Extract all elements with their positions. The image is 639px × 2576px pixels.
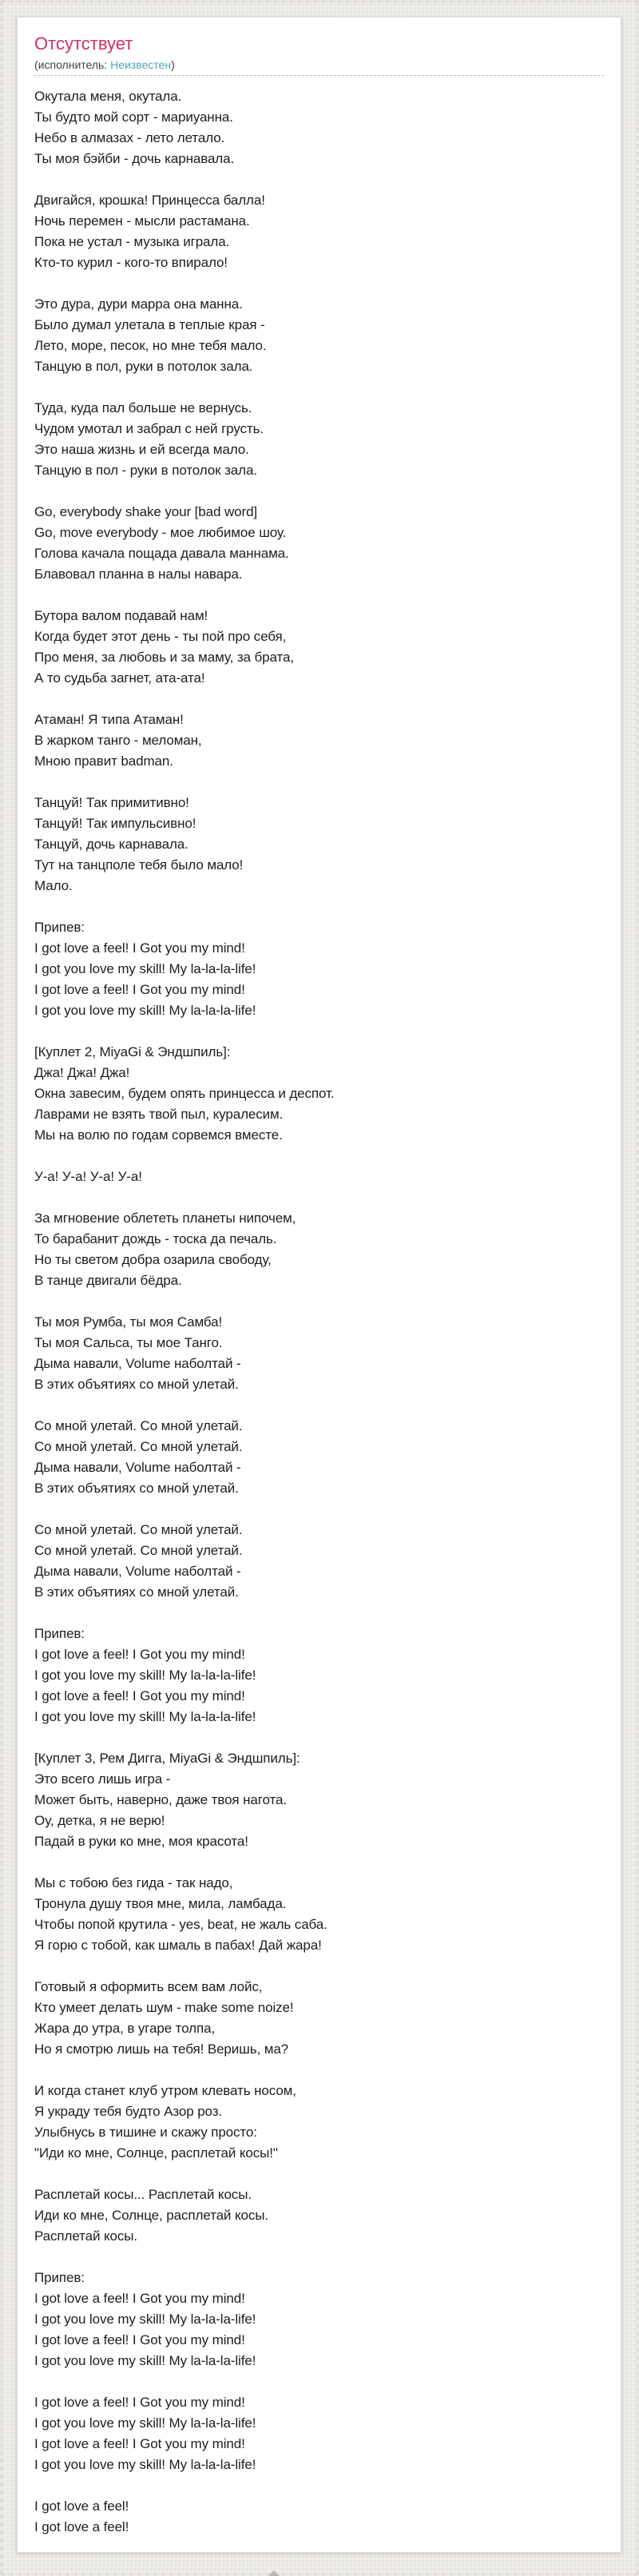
lyric-line: Двигайся, крошка! Принцесса балла! xyxy=(34,193,265,208)
lyric-line: Со мной улетай. Со мной улетай. xyxy=(34,1439,243,1454)
stanza xyxy=(34,1624,604,1727)
lyric-line: Go, move everybody - мое любимое шоу. xyxy=(34,525,287,540)
lyric-line: Падай в руки ко мне, моя красота! xyxy=(34,1834,248,1849)
lyric-line: I got you love my skill! My la-la-la-life! xyxy=(34,961,256,976)
lyric-line: Лето, море, песок, но мне тебя мало. xyxy=(34,338,267,353)
lyric-line: Но я смотрю лишь на тебя! Веришь, ма? xyxy=(34,2041,289,2057)
lyric-line: В этих объятиях со мной улетай. xyxy=(34,1584,239,1600)
tooltip-arrow xyxy=(268,2570,280,2576)
lyric-line: Окна завесим, будем опять принцесса и деспот. xyxy=(34,1086,335,1101)
stanza xyxy=(34,1748,604,1852)
lyric-line: Туда, куда пал больше не вернусь. xyxy=(34,400,252,415)
lyric-line: Мало. xyxy=(34,878,73,893)
stanza xyxy=(34,2392,604,2475)
lyric-line: Танцуй, дочь карнавала. xyxy=(34,837,189,852)
lyric-line: I got you love my skill! My la-la-la-life! xyxy=(34,1668,256,1683)
lyric-line: I got love a feel! xyxy=(34,2498,129,2514)
artist-line xyxy=(34,57,604,76)
stanza xyxy=(34,398,604,481)
lyric-line: Но ты светом добра озарила свободу, xyxy=(34,1252,272,1267)
stanza xyxy=(34,294,604,377)
stanza xyxy=(34,2081,604,2164)
lyric-line: Тут на танцполе тебя было мало! xyxy=(34,857,244,873)
lyric-line: Иди ко мне, Солнце, расплетай косы. xyxy=(34,2208,268,2223)
stanza xyxy=(34,1873,604,1956)
artist-label-prefix: (исполнитель: xyxy=(34,58,111,71)
lyric-line: [Куплет 3, Рем Дигга, MiyaGi & Эндшпиль]: xyxy=(34,1751,300,1766)
stanza xyxy=(34,502,604,585)
lyric-line: Я украду тебя будто Азор роз. xyxy=(34,2104,223,2119)
lyric-line: Я горю с тобой, как шмаль в пабах! Дай жара! xyxy=(34,1938,322,1953)
lyric-line: У-а! У-а! У-а! У-а! xyxy=(34,1169,142,1184)
lyric-line: Припев: xyxy=(34,2270,85,2285)
lyric-line: Дыма навали, Volume наболтай - xyxy=(34,1564,241,1579)
lyric-line: Голова качала пощада давала маннама. xyxy=(34,546,289,561)
lyric-line: А то судьба загнет, ата-ата! xyxy=(34,670,205,686)
lyric-line: I got love a feel! I Got you my mind! xyxy=(34,2332,245,2347)
lyric-line: Жара до утра, в угаре толпа, xyxy=(34,2021,216,2036)
lyric-line: Мы на волю по годам сорвемся вместе. xyxy=(34,1127,283,1143)
lyric-line: I got you love my skill! My la-la-la-life! xyxy=(34,2353,256,2368)
lyric-line: Со мной улетай. Со мной улетай. xyxy=(34,1418,243,1433)
lyric-line: В жарком танго - меломан, xyxy=(34,733,202,748)
lyric-line: Go, everybody shake your [bad word] xyxy=(34,504,258,519)
lyric-line: То барабанит дождь - тоска да печаль. xyxy=(34,1231,277,1246)
lyric-line: I got love a feel! I Got you my mind! xyxy=(34,982,245,997)
stanza xyxy=(34,1312,604,1395)
lyric-line: Окутала меня, окутала. xyxy=(34,89,182,104)
lyric-line: I got love a feel! I Got you my mind! xyxy=(34,1647,245,1662)
lyric-line: I got love a feel! I Got you my mind! xyxy=(34,2291,245,2306)
lyric-line: Со мной улетай. Со мной улетай. xyxy=(34,1522,243,1537)
artist-label-suffix: ) xyxy=(171,58,175,71)
lyric-line: Танцую в пол, руки в потолок зала. xyxy=(34,359,253,374)
lyric-line: Танцуй! Так импульсивно! xyxy=(34,816,196,831)
lyric-line: I got you love my skill! My la-la-la-life! xyxy=(34,2312,256,2327)
lyric-line: I got you love my skill! My la-la-la-life! xyxy=(34,1003,256,1018)
lyric-line: Расплетай косы. xyxy=(34,2228,138,2244)
stanza xyxy=(34,1042,604,1146)
lyric-line: За мгновение облететь планеты нипочем, xyxy=(34,1210,296,1226)
stanza xyxy=(34,710,604,772)
lyric-line: Про меня, за любовь и за маму, за брата, xyxy=(34,650,294,665)
lyric-line: Бутора валом подавай нам! xyxy=(34,608,208,623)
lyrics-card xyxy=(17,17,621,2553)
stanza xyxy=(34,2496,604,2538)
lyric-line: Ты моя бэйби - дочь карнавала. xyxy=(34,151,235,166)
lyric-line: Небо в алмазах - лето летало. xyxy=(34,130,225,145)
lyric-line: I got you love my skill! My la-la-la-life! xyxy=(34,1709,256,1724)
lyric-line: Дыма навали, Volume наболтай - xyxy=(34,1460,241,1475)
lyric-line: Лаврами не взять твой пыл, куралесим. xyxy=(34,1107,284,1122)
lyric-line: В танце двигали бёдра. xyxy=(34,1273,182,1288)
lyric-line: I got love a feel! I Got you my mind! xyxy=(34,2436,245,2451)
song-title: Отсутствует xyxy=(34,34,133,54)
stanza xyxy=(34,1167,604,1187)
lyric-line: Улыбнусь в тишине и скажу просто: xyxy=(34,2125,257,2140)
lyric-line: И когда станет клуб утром клевать носом, xyxy=(34,2083,296,2098)
stanza xyxy=(34,2184,604,2247)
stanza xyxy=(34,917,604,1021)
stanza xyxy=(34,1520,604,1603)
lyric-line: Джа! Джа! Джа! xyxy=(34,1065,130,1080)
lyric-line: Это всего лишь игра - xyxy=(34,1771,171,1787)
lyric-line: I got love a feel! I Got you my mind! xyxy=(34,1688,245,1703)
lyric-line: Ты будто мой сорт - мариуанна. xyxy=(34,109,233,125)
lyric-line: Расплетай косы... Расплетай косы. xyxy=(34,2187,252,2202)
stanza xyxy=(34,1208,604,1291)
lyric-line: В этих объятиях со мной улетай. xyxy=(34,1481,239,1496)
lyric-line: Дыма навали, Volume наболтай - xyxy=(34,1356,241,1371)
lyric-line: Было думал улетала в теплые края - xyxy=(34,317,265,332)
lyric-line: Кто-то курил - кого-то впирало! xyxy=(34,255,228,270)
lyric-line: Припев: xyxy=(34,920,85,935)
lyric-line: I got love a feel! I Got you my mind! xyxy=(34,2395,245,2410)
lyric-line: [Куплет 2, MiyaGi & Эндшпиль]: xyxy=(34,1044,231,1059)
lyric-line: Пока не устал - музыка играла. xyxy=(34,234,230,249)
lyric-line: Атаман! Я типа Атаман! xyxy=(34,712,184,727)
stanza xyxy=(34,86,604,169)
lyric-line: Ты моя Румба, ты моя Самба! xyxy=(34,1314,223,1330)
stanza xyxy=(34,190,604,273)
lyric-line: Танцуй! Так примитивно! xyxy=(34,795,189,810)
lyric-line: I got you love my skill! My la-la-la-life! xyxy=(34,2457,256,2472)
lyric-line: I got you love my skill! My la-la-la-life! xyxy=(34,2415,256,2431)
lyric-line: Тронула душу твоя мне, мила, ламбада. xyxy=(34,1896,287,1911)
lyric-line: Чтобы попой крутила - yes, beat, не жаль саба. xyxy=(34,1917,327,1932)
lyric-line: Оу, детка, я не верю! xyxy=(34,1813,165,1828)
lyric-line: Может быть, наверно, даже твоя нагота. xyxy=(34,1792,287,1807)
lyric-line: Это дура, дури марра она манна. xyxy=(34,296,243,312)
lyric-line: Блавовал планна в налы навара. xyxy=(34,566,243,582)
lyric-line: Кто умеет делать шум - make some noize! xyxy=(34,2000,294,2015)
lyric-line: Ночь перемен - мысли растамана. xyxy=(34,213,250,229)
lyric-line: I got love a feel! xyxy=(34,2519,129,2534)
lyric-line: Чудом умотал и забрал с ней грусть. xyxy=(34,421,264,436)
stanza xyxy=(34,1416,604,1499)
lyric-line: Мы с тобою без гида - так надо, xyxy=(34,1875,233,1890)
lyric-line: Мною правит badman. xyxy=(34,753,173,769)
stanza xyxy=(34,2268,604,2371)
stanza xyxy=(34,606,604,689)
lyric-line: Со мной улетай. Со мной улетай. xyxy=(34,1543,243,1558)
stanza xyxy=(34,1977,604,2060)
lyric-line: Когда будет этот день - ты пой про себя, xyxy=(34,629,287,644)
lyric-line: Это наша жизнь и ей всегда мало. xyxy=(34,442,249,457)
lyric-line: "Иди ко мне, Солнце, расплетай косы!" xyxy=(34,2145,278,2161)
lyric-line: I got love a feel! I Got you my mind! xyxy=(34,940,245,956)
lyric-line: Готовый я оформить всем вам лойс, xyxy=(34,1979,263,1994)
stanza xyxy=(34,793,604,896)
artist-link[interactable]: Неизвестен xyxy=(110,58,172,71)
lyric-line: Припев: xyxy=(34,1626,85,1641)
lyric-line: Ты моя Сальса, ты мое Танго. xyxy=(34,1335,223,1350)
lyric-line: Танцую в пол - руки в потолок зала. xyxy=(34,463,257,478)
lyrics xyxy=(34,86,604,2538)
lyric-line: В этих объятиях со мной улетай. xyxy=(34,1377,239,1392)
